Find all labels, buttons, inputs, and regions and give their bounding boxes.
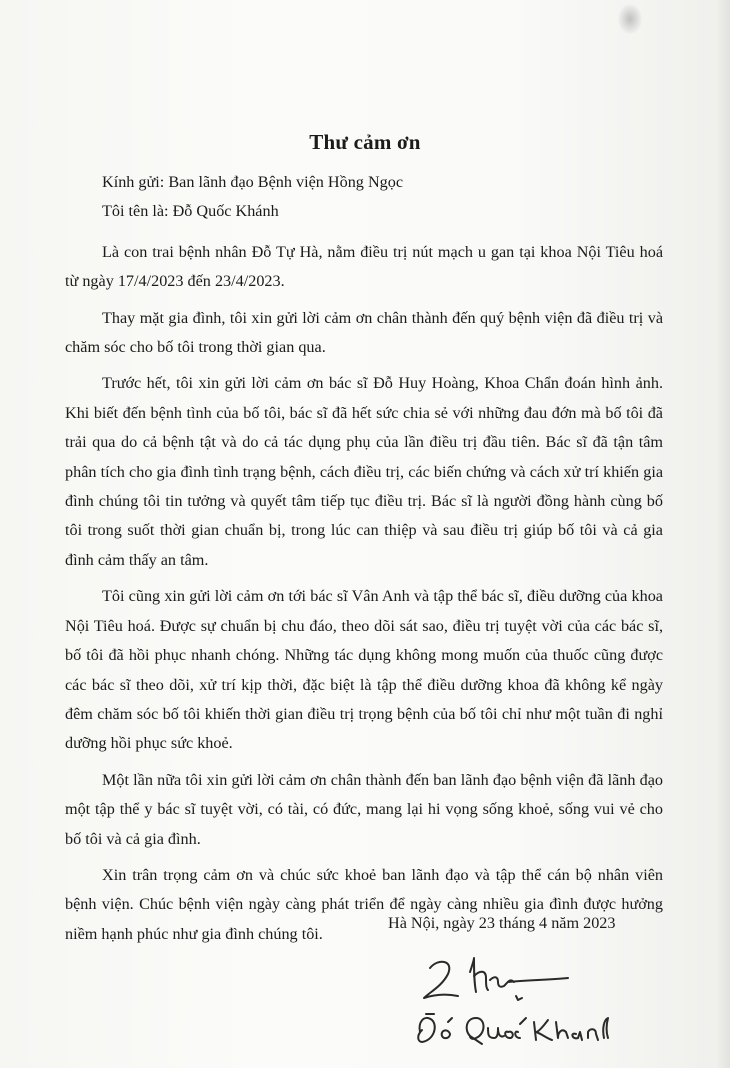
paragraph-patient-info: Là con trai bệnh nhân Đỗ Tự Hà, nằm điều trị nút mạch u gan tại khoa Nội Tiêu hoá từ ngày 17/4/2023 đến 23/4/2023. bbox=[65, 242, 663, 291]
page-edge-shadow bbox=[716, 0, 730, 1068]
paragraph-thanks-family: Thay mặt gia đình, tôi xin gửi lời cảm ơn chân thành đến quý bệnh viện đã điều trị và chăm sóc cho bố tôi trong thời gian qua. bbox=[65, 308, 663, 357]
greeting-line: Kính gửi: Ban lãnh đạo Bệnh viện Hồng Ngọc bbox=[102, 173, 404, 191]
letter-title: Thư cảm ơn bbox=[309, 130, 421, 154]
intro-name-line: Tôi tên là: Đỗ Quốc Khánh bbox=[102, 202, 279, 221]
paragraph-thanks-leadership: Một lần nữa tôi xin gửi lời cảm ơn chân thành đến ban lãnh đạo bệnh viện đã lãnh đạo một tập thể y bác sĩ tuyệt vời, có tài, có đức, mang lại hi vọng sống khoẻ, sống vui vẻ cho bố tôi và cả gia đình. bbox=[65, 770, 663, 848]
date-line: Hà Nội, ngày 23 tháng 4 năm 2023 bbox=[388, 914, 616, 932]
letter-body bbox=[65, 168, 663, 956]
handwritten-signature bbox=[408, 952, 638, 1062]
paragraph-thanks-doctor-van-anh: Tôi cũng xin gửi lời cảm ơn tới bác sĩ Vân Anh và tập thể bác sĩ, điều dưỡng của khoa Nội Tiêu hoá. Được sự chuẩn bị chu đáo, theo dõi sát sao, điều trị tuyệt vời của các bác sĩ, bố tôi đã hồi phục nhanh chóng. Những tác dụng không mong muốn của thuốc cũng được các bác sĩ theo dõi, xử trí kịp thời, đặc biệt là tập thể điều dưỡng khoa đã không kể ngày đêm chăm sóc bố tôi khiến thời gian điều trị trọng bệnh của bố tôi chỉ như một tuần đi nghỉ dưỡng hồi phục sức khoẻ. bbox=[65, 587, 663, 753]
paragraph-closing-wishes: Xin trân trọng cảm ơn và chúc sức khoẻ ban lãnh đạo và tập thể cán bộ nhân viên bệnh viện. Chúc bệnh viện ngày càng phát triển để ngày càng nhiều gia đình được hưởng niềm hạnh phúc như gia đình chúng tôi. bbox=[65, 865, 663, 943]
ink-smudge-mark bbox=[618, 4, 642, 34]
signature-drawing bbox=[408, 952, 638, 1062]
paragraph-thanks-doctor-hoang: Trước hết, tôi xin gửi lời cảm ơn bác sĩ Đỗ Huy Hoàng, Khoa Chẩn đoán hình ảnh. Khi biết đến bệnh tình của bố tôi, bác sĩ đã hết sức chia sẻ với những đau đớn mà bố tôi đã trải qua do cả bệnh tật và do cả tác dụng phụ của lần điều trị đầu tiên. Bác sĩ đã tận tâm phân tích cho gia đình tình trạng bệnh, cách điều trị, các biến chứng và cách xử trí khiến gia đình chúng tôi tin tưởng và quyết tâm tiếp tục điều trị. Bác sĩ là người đồng hành cùng bố tôi trong suốt thời gian chuẩn bị, trong lúc can thiệp và sau điều trị giúp bố tôi và cả gia đình cảm thấy an tâm. bbox=[65, 374, 663, 569]
